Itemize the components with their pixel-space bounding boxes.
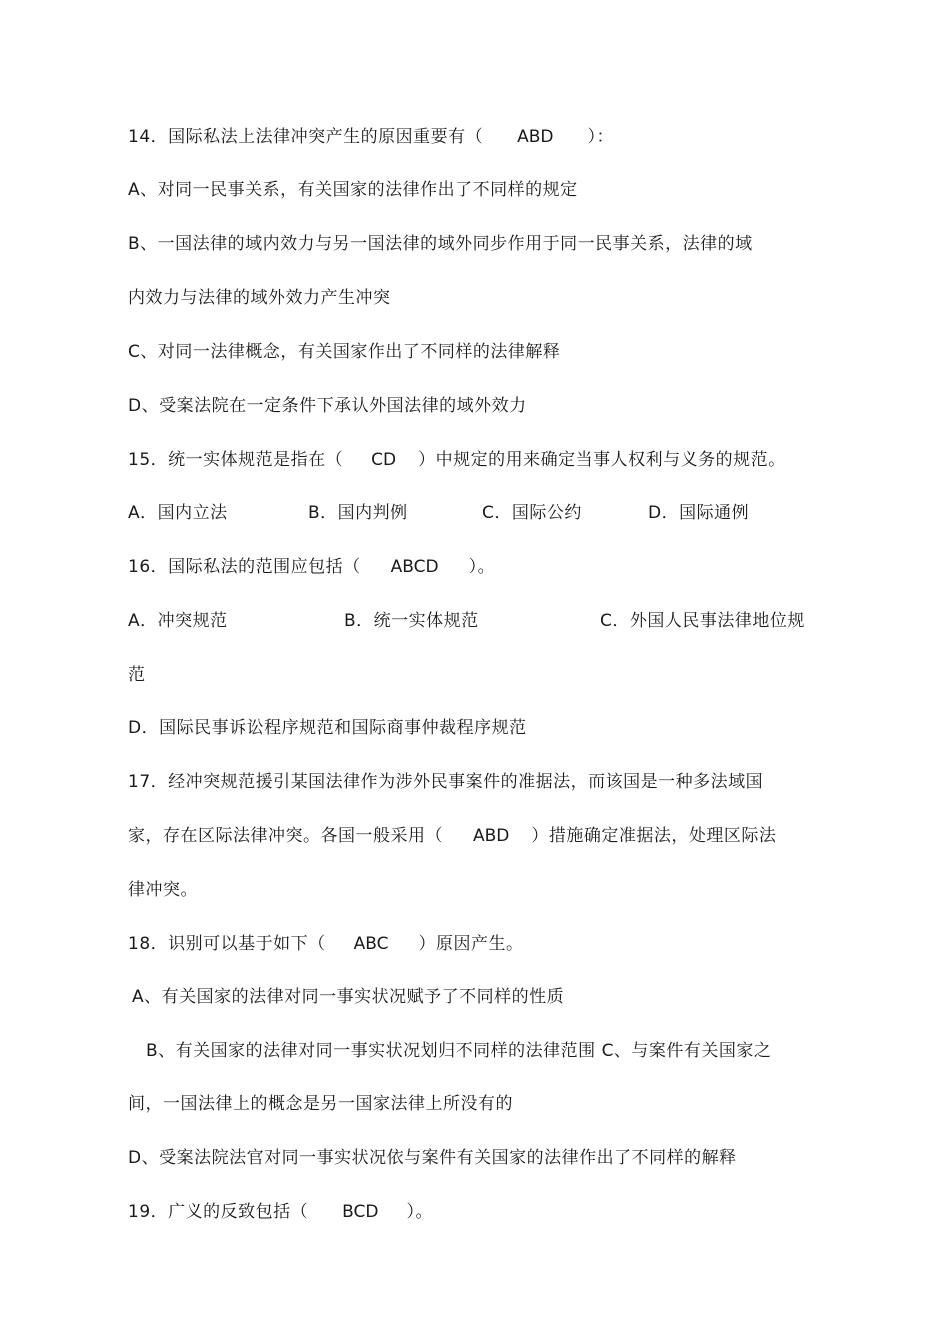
answer: ABD	[473, 826, 510, 846]
question-14	[128, 125, 614, 149]
question-text: ）：	[587, 127, 615, 147]
answer: CD	[371, 450, 397, 470]
option-c: C．外国人民事法律地位规	[600, 611, 805, 631]
question-text: ）。	[468, 557, 496, 577]
option-line: D、受案法院在一定条件下承认外国法律的域外效力	[128, 396, 527, 416]
question-text: ）。	[406, 1202, 433, 1222]
answer: BCD	[342, 1202, 379, 1222]
question-text: 16．国际私法的范围应包括（	[128, 557, 361, 577]
option-line: A、有关国家的法律对同一事实状况赋予了不同样的性质	[132, 987, 565, 1007]
option-line: B、有关国家的法律对同一事实状况划归不同样的法律范围 C、与案件有关国家之	[146, 1041, 772, 1061]
question-16	[128, 555, 495, 579]
question-text: 18．识别可以基于如下（	[128, 934, 326, 954]
question-text: ）原因产生。	[418, 934, 524, 954]
option-b: B．国内判例	[308, 503, 408, 523]
answer: ABCD	[390, 557, 439, 577]
option-line: B、一国法律的域内效力与另一国法律的域外同步作用于同一民事关系，法律的域	[128, 234, 753, 254]
option-b: B．统一实体规范	[344, 611, 479, 631]
question-15	[128, 448, 786, 472]
question-text: ）措施确定准据法，处理区际法	[531, 826, 777, 846]
option-c: C．国际公约	[482, 503, 582, 523]
question-17-cont	[128, 824, 776, 848]
option-line: 范	[128, 665, 146, 685]
answer: ABD	[517, 127, 554, 147]
question-text: 15．统一实体规范是指在（	[128, 450, 344, 470]
question-18	[128, 932, 524, 956]
option-line: D、受案法院法官对同一事实状况依与案件有关国家的法律作出了不同样的解释	[128, 1148, 737, 1168]
question-text: ）中规定的用来确定当事人权利与义务的规范。	[418, 450, 786, 470]
option-line: 内效力与法律的域外效力产生冲突	[128, 288, 391, 308]
option-d: D．国际通例	[648, 503, 750, 523]
question-text: 19．广义的反致包括（	[128, 1202, 309, 1222]
question-19	[128, 1200, 433, 1224]
question-17-end: 律冲突。	[128, 880, 198, 900]
question-text: 14．国际私法上法律冲突产生的原因重要有（	[128, 127, 484, 147]
option-a: A．冲突规范	[128, 611, 228, 631]
option-d: D．国际民事诉讼程序规范和国际商事仲裁程序规范	[128, 718, 527, 738]
option-a: A．国内立法	[128, 503, 228, 523]
option-line: A、对同一民事关系，有关国家的法律作出了不同样的规定	[128, 180, 578, 200]
answer: ABC	[353, 934, 389, 954]
question-17: 17．经冲突规范援引某国法律作为涉外民事案件的准据法，而该国是一种多法域国	[128, 772, 764, 792]
option-line: 间，一国法律上的概念是另一国家法律上所没有的	[128, 1094, 513, 1114]
question-text: 家，存在区际法律冲突。各国一般采用（	[128, 826, 443, 846]
option-line: C、对同一法律概念，有关国家作出了不同样的法律解释	[128, 342, 561, 362]
